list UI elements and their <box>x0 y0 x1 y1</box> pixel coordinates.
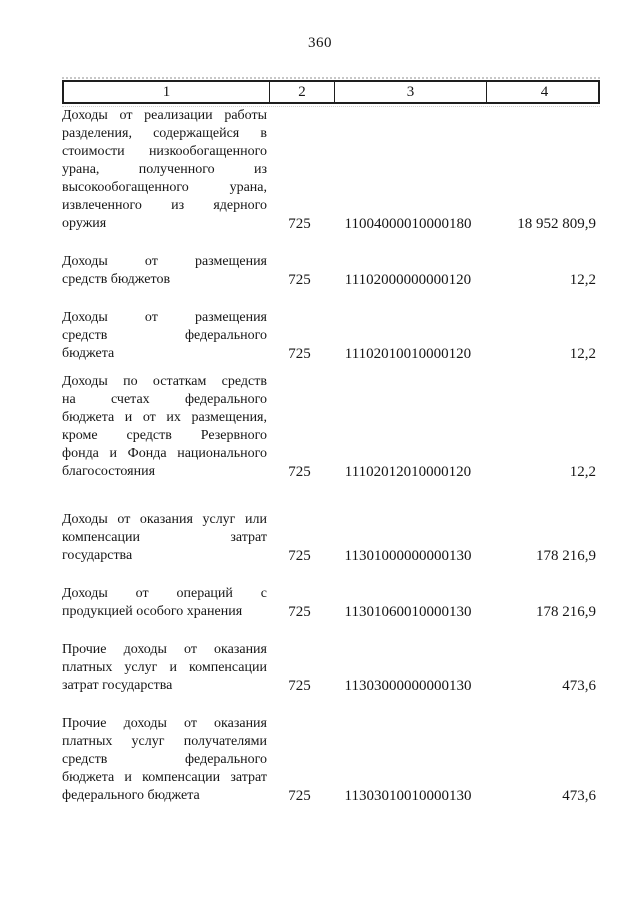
name-line: федерального бюджета <box>62 788 200 803</box>
amount-cell: 473,6 <box>562 678 596 694</box>
income-name-cell <box>62 253 267 289</box>
amount-cell: 18 952 809,9 <box>517 216 596 232</box>
name-line: средств федерального <box>62 328 267 343</box>
table-row <box>62 253 600 289</box>
admin-code-cell: 725 <box>288 678 311 694</box>
table-row <box>62 107 600 233</box>
name-line: компенсации затрат <box>62 530 267 545</box>
table-row <box>62 373 600 481</box>
header-cell-3: 3 <box>334 82 486 102</box>
name-line: извлеченного из ядерного <box>62 198 267 213</box>
revenue-table-body <box>62 107 600 825</box>
name-line: платных услуг получателями <box>62 734 267 749</box>
amount-cell: 12,2 <box>569 346 596 362</box>
name-line: урана, полученного из <box>62 162 267 177</box>
name-line: средств бюджетов <box>62 272 171 287</box>
admin-code-cell: 725 <box>288 788 311 804</box>
name-line: кроме средств Резервного <box>62 428 267 443</box>
name-line: продукцией особого хранения <box>62 604 243 619</box>
page-number: 360 <box>308 35 332 51</box>
classification-code-cell: 11303010010000130 <box>344 788 472 804</box>
name-line: фонда и Фонда национального <box>62 446 267 461</box>
amount-cell: 178 216,9 <box>536 548 596 564</box>
header-cell-4: 4 <box>486 82 602 102</box>
income-name-cell <box>62 511 267 565</box>
income-name-cell <box>62 715 267 805</box>
classification-code-cell: 11102010010000120 <box>344 346 472 362</box>
income-name-cell <box>62 107 267 233</box>
income-name-cell <box>62 641 267 695</box>
admin-code-cell: 725 <box>288 216 311 232</box>
admin-code-cell: 725 <box>288 464 311 480</box>
name-line: платных услуг и компенсации <box>62 660 267 675</box>
name-line: Прочие доходы от оказания <box>62 716 267 731</box>
amount-cell: 12,2 <box>569 464 596 480</box>
income-name-cell <box>62 373 267 481</box>
header-cell-1: 1 <box>162 83 171 100</box>
name-line: высокообогащенного урана, <box>62 180 267 195</box>
header-cell-2: 2 <box>269 82 334 102</box>
name-line: затрат государства <box>62 678 173 693</box>
admin-code-cell: 725 <box>288 272 311 288</box>
classification-code-cell: 11301060010000130 <box>344 604 472 620</box>
amount-cell: 178 216,9 <box>536 604 596 620</box>
name-line: Доходы от реализации работы <box>62 108 267 123</box>
classification-code-cell: 11303000000000130 <box>344 678 472 694</box>
amount-cell: 473,6 <box>562 788 596 804</box>
name-line: Доходы от оказания услуг или <box>62 512 267 527</box>
name-line: Доходы от операций с <box>62 586 267 601</box>
name-line: бюджета и компенсации затрат <box>62 770 267 785</box>
admin-code-cell: 725 <box>288 548 311 564</box>
name-line: Доходы от размещения <box>62 310 267 325</box>
name-line: разделения, содержащейся в <box>62 126 267 141</box>
table-row <box>62 309 600 363</box>
name-line: на счетах федерального <box>62 392 267 407</box>
name-line: стоимости низкообогащенного <box>62 144 267 159</box>
name-line: средств федерального <box>62 752 267 767</box>
admin-code-cell: 725 <box>288 604 311 620</box>
table-row <box>62 511 600 565</box>
income-name-cell <box>62 309 267 363</box>
table-row <box>62 715 600 805</box>
table-row <box>62 641 600 695</box>
classification-code-cell: 11301000000000130 <box>344 548 472 564</box>
table-header-row <box>62 80 600 104</box>
name-line: оружия <box>62 216 107 231</box>
table-row <box>62 585 600 621</box>
name-line: Доходы от размещения <box>62 254 267 269</box>
name-line: бюджета <box>62 346 115 361</box>
classification-code-cell: 11004000010000180 <box>344 216 472 232</box>
classification-code-cell: 11102012010000120 <box>344 464 472 480</box>
name-line: Доходы по остаткам средств <box>62 374 267 389</box>
income-name-cell <box>62 585 267 621</box>
name-line: государства <box>62 548 133 563</box>
name-line: бюджета и от их размещения, <box>62 410 267 425</box>
admin-code-cell: 725 <box>288 346 311 362</box>
classification-code-cell: 11102000000000120 <box>344 272 472 288</box>
name-line: Прочие доходы от оказания <box>62 642 267 657</box>
amount-cell: 12,2 <box>569 272 596 288</box>
name-line: благосостояния <box>62 464 156 479</box>
